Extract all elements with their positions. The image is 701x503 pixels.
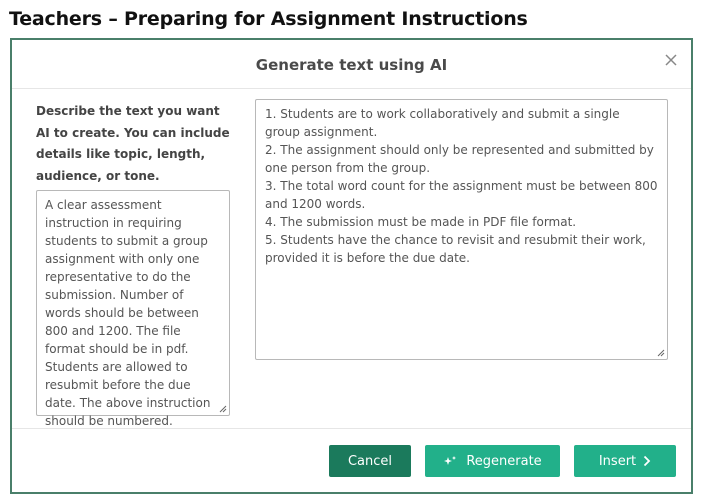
cancel-button-label: Cancel: [347, 453, 393, 469]
chevron-right-icon: [643, 455, 651, 467]
generated-text-area[interactable]: [255, 99, 668, 360]
insert-button[interactable]: [574, 445, 676, 477]
generate-text-dialog: [10, 38, 693, 494]
resize-handle-icon[interactable]: [219, 405, 227, 413]
generated-line: 4. The submission must be made in PDF file format.: [265, 215, 577, 229]
prompt-instructions: Describe the text you want AI to create. You can include details like topic, length, audience, or tone.: [36, 104, 230, 183]
cancel-button[interactable]: [329, 445, 411, 477]
generated-line: 1. Students are to work collaboratively and submit a single group assignment.: [265, 107, 620, 139]
generated-line: 2. The assignment should only be represented and submitted by one person from the group.: [265, 143, 654, 175]
header-divider: [12, 88, 691, 89]
resize-handle-icon[interactable]: [657, 349, 665, 357]
regenerate-button-label: Regenerate: [466, 453, 542, 469]
prompt-textarea[interactable]: [36, 190, 230, 428]
generated-line: 3. The total word count for the assignment must be between 800 and 1200 words.: [265, 179, 658, 211]
sparkle-icon: [443, 455, 457, 467]
insert-button-label: Insert: [598, 453, 637, 469]
close-icon: [663, 52, 679, 68]
footer-divider: [12, 428, 691, 429]
close-button[interactable]: [663, 52, 679, 68]
regenerate-button[interactable]: [425, 445, 560, 477]
slide-heading: Teachers – Preparing for Assignment Instructions: [9, 8, 528, 30]
dialog-title: Generate text using AI: [255, 56, 448, 74]
prompt-text: A clear assessment instruction in requiring students to submit a group assignment with only one representative to do the submission. Number of words should be between 800 and 1200. The file format should be in pdf. Students are allowed to resubmit before the due date. The above instruction should be numbered.: [45, 198, 211, 428]
generated-line: 5. Students have the chance to revisit and resubmit their work, provided it is before the due date.: [265, 233, 646, 265]
